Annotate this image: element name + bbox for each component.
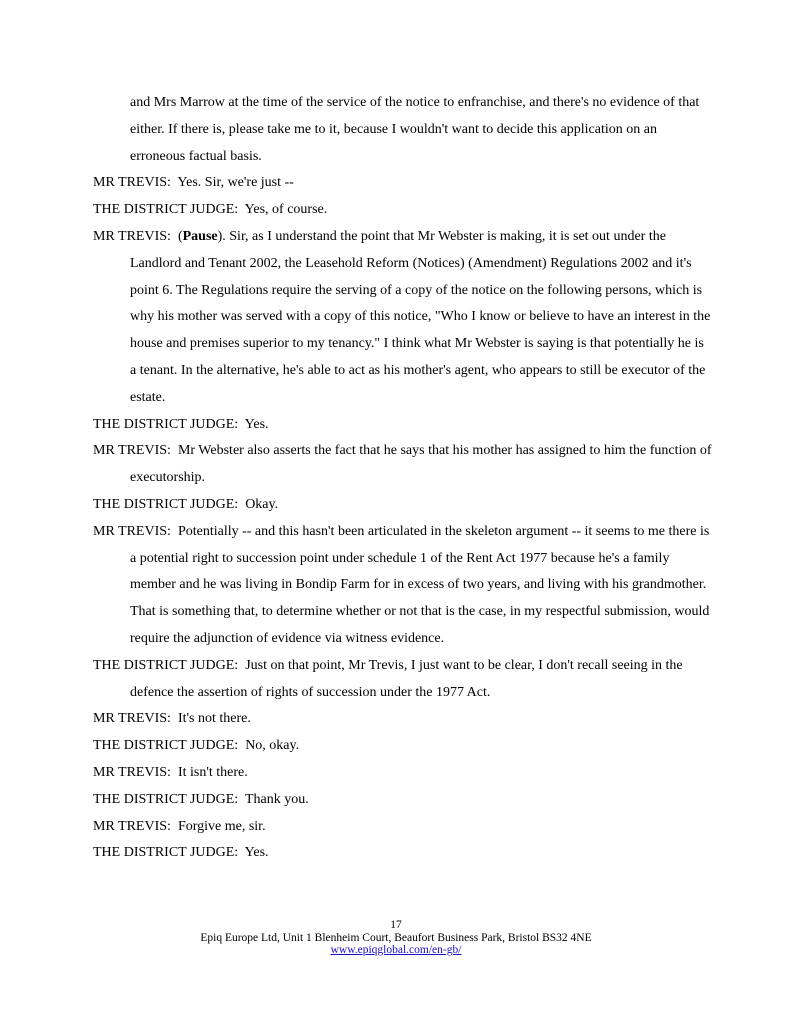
speaker-label: THE DISTRICT JUDGE: (93, 738, 239, 754)
speaker-label: MR TREVIS: (93, 443, 171, 459)
speech-judge-6 (93, 787, 713, 814)
speech-mr-trevis-7 (93, 814, 713, 841)
speaker-label: MR TREVIS: (93, 228, 171, 244)
speech-mr-trevis-3 (93, 438, 713, 492)
speech-text: Forgive me, sir. (177, 818, 266, 834)
speech-text: No, okay. (245, 738, 300, 754)
speaker-label: THE DISTRICT JUDGE: (93, 416, 239, 432)
speech-text: Yes. (244, 845, 269, 861)
speaker-label: MR TREVIS: (93, 764, 171, 780)
speaker-label: THE DISTRICT JUDGE: (93, 791, 239, 807)
speech-text: Just on that point, Mr Trevis, I just want to be clear, I don't recall seeing in the defence the assertion of rights of succession under the 1977 Act. (130, 657, 683, 700)
speech-judge-3 (93, 492, 713, 519)
speech-text: Okay. (245, 496, 279, 512)
speaker-label: MR TREVIS: (93, 818, 171, 834)
speaker-label: MR TREVIS: (93, 711, 171, 727)
speech-text: Yes, of course. (244, 202, 328, 218)
speech-text: It's not there. (177, 711, 251, 727)
page-number: 17 (390, 919, 402, 931)
speech-mr-trevis-2 (93, 224, 713, 412)
speech-mr-trevis-1 (93, 170, 713, 197)
company-address: Epiq Europe Ltd, Unit 1 Blenheim Court, Beaufort Business Park, Bristol BS32 4NE (200, 931, 592, 944)
speech-judge-2 (93, 412, 713, 439)
speaker-label: MR TREVIS: (93, 523, 171, 539)
speech-text: Mr Webster also asserts the fact that he says that his mother has assigned to him the function of executorship. (130, 443, 712, 486)
speech-judge-1 (93, 197, 713, 224)
speaker-label: THE DISTRICT JUDGE: (93, 496, 239, 512)
speech-mr-trevis-6 (93, 760, 713, 787)
speaker-label: THE DISTRICT JUDGE: (93, 845, 239, 861)
transcript-body (93, 90, 713, 867)
stage-open-paren: ( (177, 228, 183, 244)
speech-mr-trevis-4 (93, 519, 713, 653)
speech-text: Yes. (244, 416, 269, 432)
speech-text: Thank you. (244, 791, 309, 807)
speech-text: ). Sir, as I understand the point that Mr Webster is making, it is set out under the Landlord and Tenant 2002, the Leasehold Reform (Notices) (Amendment) Regulations 2002 and it's point 6. The Regulations require the serving of a copy of the notice on the following persons, which is why his mother was served with a copy of this notice, "Who I know or believe to have an interest in the house and premises superior to my tenancy." I think what Mr Webster is saying is that potentially he is a tenant. In the alternative, he's able to act as his mother's agent, who appears to still be executor of the estate. (130, 228, 711, 405)
speech-text: It isn't there. (177, 764, 248, 780)
speech-judge-7 (93, 840, 713, 867)
speech-judge-5 (93, 733, 713, 760)
page-footer (0, 919, 792, 957)
speech-text: Potentially -- and this hasn't been articulated in the skeleton argument -- it seems to me there is a potential right to succession point under schedule 1 of the Rent Act 1977 because he's a family member and he was living in Bondip Farm for in excess of two years, and living with his grandmother. That is something that, to determine whether or not that is the case, in my respectful submission, would require the adjunction of evidence via witness evidence. (130, 523, 710, 646)
continuation-paragraph: and Mrs Marrow at the time of the service of the notice to enfranchise, and there's no evidence of that either. If there is, please take me to it, because I wouldn't want to decide this application on an erroneous factual basis. (130, 95, 700, 164)
speaker-label: THE DISTRICT JUDGE: (93, 202, 239, 218)
speaker-label: THE DISTRICT JUDGE: (93, 657, 239, 673)
speech-judge-4 (93, 653, 713, 707)
website-link[interactable]: www.epiqglobal.com/en-gb/ (330, 944, 462, 956)
speech-mr-trevis-5 (93, 706, 713, 733)
speech-text: Yes. Sir, we're just -- (177, 175, 294, 191)
speaker-label: MR TREVIS: (93, 175, 171, 191)
stage-direction: Pause (182, 228, 218, 244)
